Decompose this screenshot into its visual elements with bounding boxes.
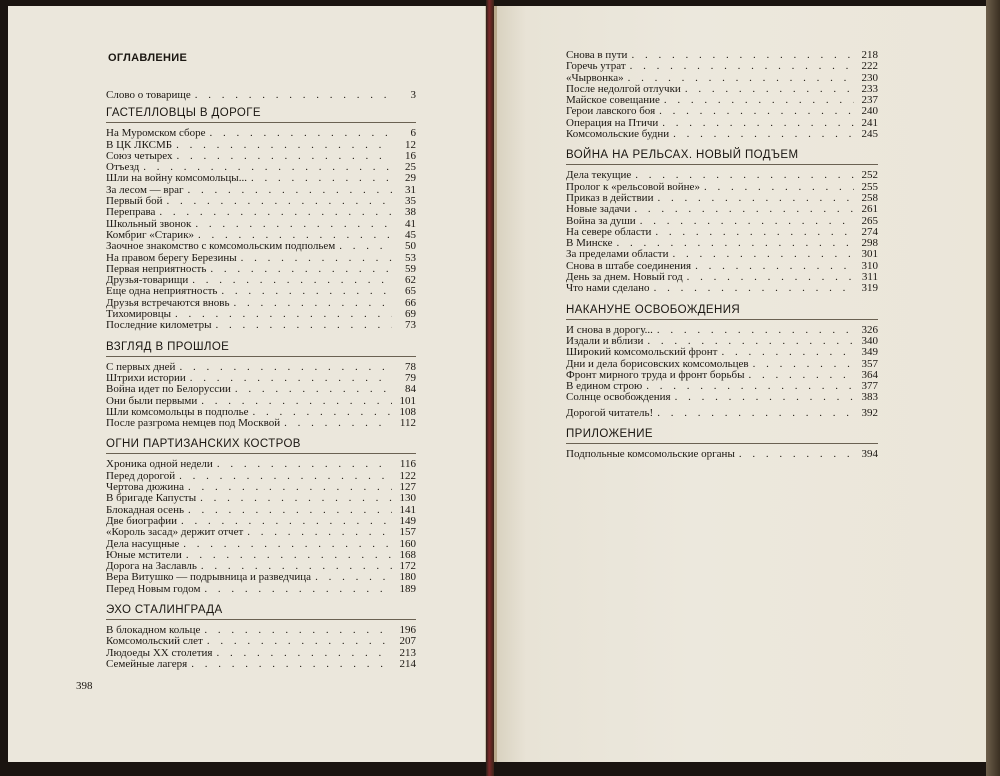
page-number: 398 [76, 680, 93, 692]
dot-leader [195, 219, 392, 230]
toc-entry-title: В Минске [566, 237, 613, 250]
dot-leader [221, 286, 392, 297]
toc-entry-title: Переправа [106, 206, 156, 219]
toc-entry-page: 29 [405, 172, 416, 185]
toc-entry-title: В едином строю [566, 380, 643, 393]
toc-entry-title: Операция на Птичи [566, 116, 659, 129]
toc-entry-page: 241 [861, 116, 878, 129]
toc-entry-title: Дни и дела борисовских комсомольцев [566, 357, 749, 370]
toc-entry-title: Шли на войну комсомольцы... [106, 172, 247, 185]
toc-entry [106, 128, 416, 139]
dot-leader [753, 359, 854, 370]
toc-entry-page: 16 [405, 149, 416, 162]
toc-entry [106, 320, 416, 331]
toc-entry-page: 53 [405, 251, 416, 264]
toc-entry-title: Комбриг «Старик» [106, 228, 195, 241]
dot-leader [217, 459, 392, 470]
toc-entry-title: Снова в пути [566, 49, 628, 61]
dot-leader [704, 182, 854, 193]
toc-entry [566, 449, 878, 460]
toc-entry [566, 408, 878, 419]
dot-leader [315, 572, 392, 583]
toc-entry-page: 230 [861, 71, 878, 84]
toc-entry-title: Две биографии [106, 514, 178, 527]
toc-entry-page: 78 [405, 360, 416, 373]
dot-leader [673, 129, 854, 140]
toc-entry-page: 340 [861, 334, 878, 347]
dot-leader [241, 253, 392, 264]
dot-leader [167, 196, 392, 207]
dot-leader [217, 648, 393, 659]
toc-entry-page: 69 [405, 308, 416, 321]
toc-entry [566, 392, 878, 403]
toc-entry [106, 572, 416, 583]
toc-entry-page: 245 [861, 128, 878, 141]
toc-entry-page: 214 [399, 657, 416, 670]
toc-entry-page: 31 [405, 183, 416, 196]
toc-entry-page: 233 [861, 82, 878, 95]
section-heading: ПРИЛОЖЕНИЕ [566, 428, 878, 444]
toc-entry-page: 3 [410, 89, 416, 101]
dot-leader [695, 261, 854, 272]
dot-leader [685, 84, 854, 95]
toc-entry-title: Дорогой читатель! [566, 406, 654, 419]
toc-entry-title: «Чырвонка» [566, 71, 624, 84]
dot-leader [721, 347, 854, 358]
toc-entry-page: 130 [399, 492, 416, 505]
toc-entry-title: Солнце освобождения [566, 391, 671, 404]
toc-entry-page: 172 [399, 560, 416, 573]
toc-entry-page: 45 [405, 228, 416, 241]
toc-entry [106, 659, 416, 670]
toc-entry-page: 326 [861, 323, 878, 336]
toc-entry-page: 377 [861, 380, 878, 393]
toc-entry-title: Последние километры [106, 319, 212, 332]
dot-leader [216, 320, 392, 331]
toc-entry-page: 364 [861, 368, 878, 381]
toc-entry [106, 241, 416, 252]
toc-entry-page: 196 [399, 623, 416, 636]
dot-leader [640, 216, 854, 227]
toc-entry-title: Герои лавского боя [566, 105, 656, 118]
toc-entry-title: Подпольные комсомольские органы [566, 448, 735, 461]
toc-entry-page: 237 [861, 94, 878, 107]
toc-entry-title: Майское совещание [566, 94, 660, 107]
toc-entry-title: Приказ в действии [566, 191, 654, 204]
toc-entry-title: Чертова дюжина [106, 481, 185, 494]
toc-entry-title: Школьный звонок [106, 217, 192, 230]
dot-leader [657, 193, 854, 204]
toc-entry-page: 149 [399, 514, 416, 527]
toc-entry-title: Горечь утрат [566, 60, 626, 73]
left-toc-column [106, 90, 416, 670]
toc-entry-page: 116 [399, 458, 416, 471]
dot-leader [654, 283, 854, 294]
toc-entry-title: Заочное знакомство с комсомольским подпольем [106, 240, 336, 253]
dot-leader [657, 325, 854, 336]
toc-entry-page: 66 [405, 296, 416, 309]
toc-entry-title: Дела насущные [106, 537, 180, 550]
toc-entry [566, 61, 878, 72]
toc-entry [566, 227, 878, 238]
dot-leader [673, 249, 855, 260]
toc-entry-title: И снова в дорогу... [566, 323, 653, 336]
dot-leader [631, 50, 854, 61]
dot-leader [188, 185, 392, 196]
toc-entry-title: Слово о товарище [106, 89, 191, 101]
dot-leader [634, 204, 854, 215]
right-toc-column [566, 50, 878, 460]
dot-leader [186, 550, 392, 561]
toc-entry-page: 383 [861, 391, 878, 404]
toc-entry-page: 25 [405, 161, 416, 174]
toc-entry-title: Перед дорогой [106, 469, 176, 482]
toc-entry-title: В ЦК ЛКСМБ [106, 138, 173, 151]
dot-leader [188, 505, 392, 516]
toc-entry-title: Хроника одной недели [106, 458, 213, 471]
dot-leader [235, 384, 392, 395]
toc-entry-page: 252 [861, 169, 878, 182]
toc-entry-page: 298 [861, 237, 878, 250]
toc-entry-title: За лесом — враг [106, 183, 184, 196]
toc-entry-page: 38 [405, 206, 416, 219]
dot-leader [664, 95, 854, 106]
section-heading: НАКАНУНЕ ОСВОБОЖДЕНИЯ [566, 304, 878, 320]
toc-entry-page: 261 [861, 203, 878, 216]
toc-entry-title: Снова в штабе соединения [566, 259, 692, 272]
toc-entry [106, 493, 416, 504]
toc-entry-title: Первая неприятность [106, 262, 207, 275]
toc-entry-title: Дорога на Заславль [106, 560, 197, 573]
toc-entry-page: 180 [399, 571, 416, 584]
toc-entry-page: 274 [861, 225, 878, 238]
toc-entry-title: Штрихи истории [106, 371, 186, 384]
toc-entry-title: На Муромском сборе [106, 127, 206, 140]
toc-entry [566, 283, 878, 294]
toc-entry-title: Они были первыми [106, 394, 198, 407]
dot-leader [204, 584, 392, 595]
toc-entry-page: 101 [399, 394, 416, 407]
toc-entry-title: С первых дней [106, 360, 176, 373]
toc-entry-page: 65 [405, 285, 416, 298]
dot-leader [207, 636, 392, 647]
toc-entry [106, 636, 416, 647]
toc-entry-page: 207 [399, 635, 416, 648]
dot-leader [234, 298, 392, 309]
dot-leader [657, 408, 854, 419]
toc-entry-page: 112 [399, 417, 416, 430]
toc-entry-page: 141 [399, 503, 416, 516]
dot-leader [200, 493, 392, 504]
section-heading: ВЗГЛЯД В ПРОШЛОЕ [106, 341, 416, 357]
toc-entry-page: 349 [861, 346, 878, 359]
dot-leader [655, 227, 854, 238]
toc-entry-title: Шли комсомольцы в подполье [106, 405, 249, 418]
toc-entry-page: 127 [399, 481, 416, 494]
toc-entry-title: Что нами сделано [566, 282, 650, 295]
toc-entry-page: 310 [861, 259, 878, 272]
toc-entry [566, 129, 878, 140]
dot-leader [251, 173, 392, 184]
toc-entry-title: На правом берегу Березины [106, 251, 237, 264]
toc-entry-page: 392 [861, 406, 878, 419]
book-spine [486, 0, 494, 776]
toc-entry-title: Новые задачи [566, 203, 631, 216]
dot-leader [247, 527, 392, 538]
toc-entry-title: День за днем. Новый год [566, 271, 683, 284]
toc-entry-title: Блокадная осень [106, 503, 184, 516]
toc-entry-page: 157 [399, 526, 416, 539]
page-title: ОГЛАВЛЕНИЕ [108, 52, 188, 64]
section-heading: ОГНИ ПАРТИЗАНСКИХ КОСТРОВ [106, 438, 416, 454]
dot-leader [177, 151, 393, 162]
book-edge [986, 0, 1000, 776]
section-heading: ГАСТЕЛЛОВЦЫ В ДОРОГЕ [106, 107, 416, 123]
toc-entry-title: Юные мстители [106, 548, 182, 561]
dot-leader [646, 381, 854, 392]
toc-entry-title: После недолгой отлучки [566, 82, 681, 95]
toc-entry-page: 301 [861, 248, 878, 261]
dot-leader [159, 207, 392, 218]
dot-leader [687, 272, 854, 283]
toc-entry-page: 265 [861, 214, 878, 227]
dot-leader [179, 471, 392, 482]
toc-entry-page: 50 [405, 240, 416, 253]
toc-entry-page: 62 [405, 274, 416, 287]
dot-leader [339, 241, 392, 252]
toc-entry-title: Союз четырех [106, 149, 173, 162]
toc-entry-title: Издали и вблизи [566, 334, 644, 347]
toc-entry [566, 170, 878, 181]
toc-entry-title: В блокадном кольце [106, 623, 201, 636]
toc-entry-page: 319 [861, 282, 878, 295]
toc-entry-page: 189 [399, 582, 416, 595]
toc-entry-title: Широкий комсомольский фронт [566, 346, 718, 359]
dot-leader [662, 118, 854, 129]
toc-entry-title: Комсомольский слет [106, 635, 203, 648]
toc-entry-page: 357 [861, 357, 878, 370]
toc-entry-title: Друзья-товарищи [106, 274, 189, 287]
section-heading: ВОЙНА НА РЕЛЬСАХ. НОВЫЙ ПОДЪЕМ [566, 149, 878, 165]
toc-entry-title: Вера Витушко — подрывница и разведчица [106, 571, 312, 584]
toc-entry-title: Пролог к «рельсовой войне» [566, 180, 700, 193]
toc-entry-title: Семейные лагеря [106, 657, 188, 670]
dot-leader [635, 170, 854, 181]
toc-entry-page: 160 [399, 537, 416, 550]
toc-entry-page: 168 [399, 548, 416, 561]
dot-leader [183, 539, 392, 550]
toc-entry-page: 255 [861, 180, 878, 193]
dot-leader [749, 370, 855, 381]
toc-entry-title: Дела текущие [566, 169, 632, 182]
toc-entry-page: 311 [861, 271, 878, 284]
toc-entry-page: 218 [861, 49, 878, 61]
toc-entry [566, 204, 878, 215]
dot-leader [210, 264, 392, 275]
toc-entry-title: После разгрома немцев под Москвой [106, 417, 281, 430]
toc-entry-page: 258 [861, 191, 878, 204]
toc-entry-title: Комсомольские будни [566, 128, 670, 141]
dot-leader [179, 362, 392, 373]
toc-entry-title: Перед Новым годом [106, 582, 201, 595]
toc-entry-page: 41 [405, 217, 416, 230]
toc-entry-page: 79 [405, 371, 416, 384]
toc-entry [106, 418, 416, 429]
toc-entry-title: Людоеды XX столетия [106, 646, 213, 659]
dot-leader [191, 659, 392, 670]
toc-entry-page: 394 [861, 448, 878, 461]
toc-entry [106, 384, 416, 395]
toc-entry [106, 584, 416, 595]
toc-entry-title: За пределами области [566, 248, 669, 261]
toc-entry-title: Отъезд [106, 161, 140, 174]
toc-entry-page: 12 [405, 138, 416, 151]
toc-entry-title: Война идет по Белоруссии [106, 383, 231, 396]
toc-entry-page: 222 [861, 60, 878, 73]
toc-entry [106, 207, 416, 218]
dot-leader [630, 61, 854, 72]
dot-leader [176, 140, 392, 151]
toc-entry-title: Еще одна неприятность [106, 285, 218, 298]
toc-entry-page: 84 [405, 383, 416, 396]
dot-leader [204, 625, 392, 636]
toc-entry-page: 35 [405, 195, 416, 208]
toc-entry-title: «Король засад» держит отчет [106, 526, 244, 539]
toc-entry [566, 347, 878, 358]
toc-entry-page: 108 [399, 405, 416, 418]
dot-leader [739, 449, 854, 460]
toc-entry-title: На севере области [566, 225, 652, 238]
dot-leader [192, 275, 392, 286]
dot-leader [659, 106, 854, 117]
toc-entry-page: 240 [861, 105, 878, 118]
toc-entry-title: Фронт мирного труда и фронт борьбы [566, 368, 745, 381]
dot-leader [188, 482, 392, 493]
dot-leader [284, 418, 392, 429]
dot-leader [210, 128, 393, 139]
toc-entry-page: 122 [399, 469, 416, 482]
toc-entry [106, 90, 416, 101]
toc-entry-title: В бригаде Капусты [106, 492, 197, 505]
toc-entry-title: Тихомировцы [106, 308, 172, 321]
toc-entry-page: 6 [410, 127, 416, 140]
toc-entry [106, 527, 416, 538]
dot-leader [195, 90, 392, 101]
toc-entry [106, 151, 416, 162]
section-heading: ЭХО СТАЛИНГРАДА [106, 604, 416, 620]
toc-entry-page: 73 [405, 319, 416, 332]
toc-entry-page: 59 [405, 262, 416, 275]
toc-entry-title: Первый бой [106, 195, 163, 208]
toc-entry-page: 213 [399, 646, 416, 659]
dot-leader [675, 392, 854, 403]
toc-entry-title: Друзья встречаются вновь [106, 296, 230, 309]
toc-entry-title: Война за души [566, 214, 636, 227]
